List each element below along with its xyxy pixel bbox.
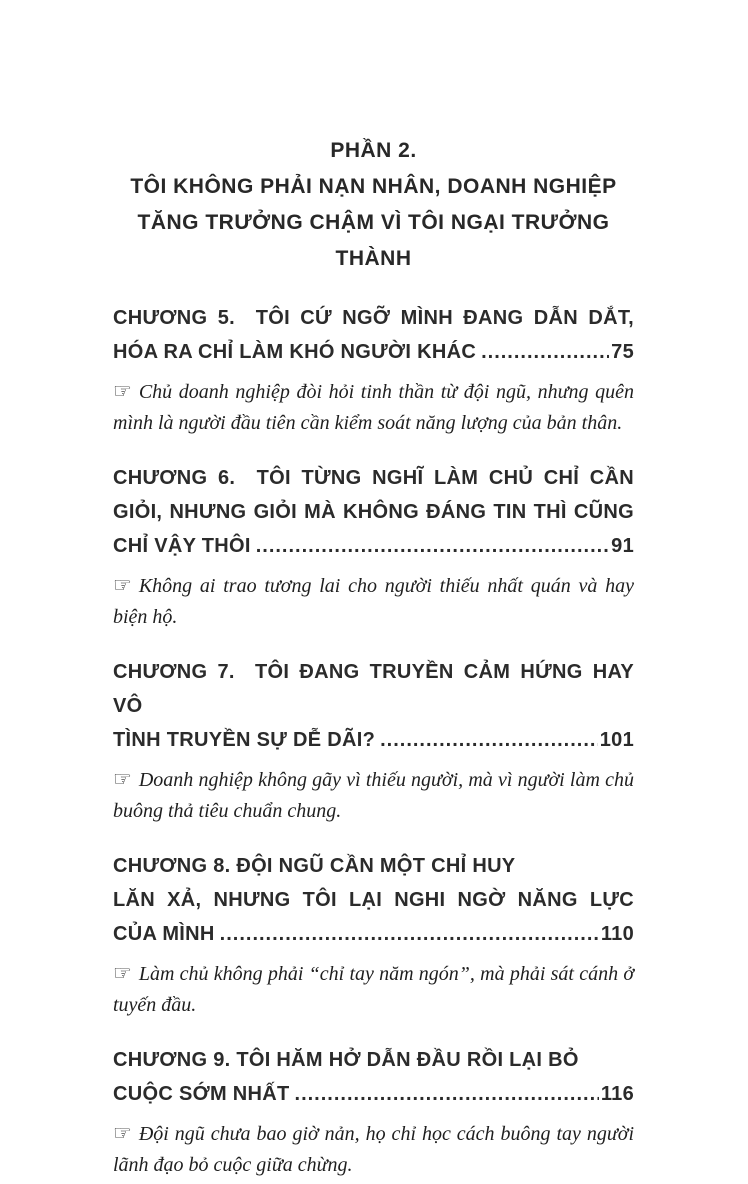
- chapter-title-text: TÌNH TRUYỀN SỰ DỄ DÃI?: [113, 729, 376, 751]
- chapter-heading-last-line: [113, 1077, 634, 1111]
- dot-leader: [295, 1077, 599, 1111]
- dot-leader: [256, 529, 609, 563]
- page-content: [113, 133, 634, 1181]
- chapter-heading: [113, 1043, 634, 1111]
- note-text: Không ai trao tương lai cho người thiếu nhất quán và hay biện hộ.: [113, 575, 634, 628]
- page-number: 116: [600, 1083, 634, 1105]
- toc-entry: [113, 461, 634, 633]
- page-number: 110: [600, 923, 634, 945]
- page-number: 91: [611, 535, 634, 557]
- note-text: Doanh nghiệp không gãy vì thiếu người, mà vì người làm chủ buông thả tiêu chuẩn chung.: [113, 769, 634, 822]
- part-header: [113, 133, 634, 277]
- pointing-hand-icon: ☞: [113, 961, 132, 985]
- pointing-hand-icon: ☞: [113, 573, 132, 597]
- part-title-line: TĂNG TRƯỞNG CHẬM VÌ TÔI NGẠI TRƯỞNG THÀNH: [137, 211, 610, 270]
- pointing-hand-icon: ☞: [113, 379, 132, 403]
- dot-leader: [380, 723, 598, 757]
- chapter-heading-last-line: [113, 917, 634, 951]
- part-title-line: TÔI KHÔNG PHẢI NẠN NHÂN, DOANH NGHIỆP: [130, 175, 617, 198]
- chapter-heading-last-line: [113, 529, 634, 563]
- chapter-heading: [113, 655, 634, 757]
- page-number: 101: [599, 729, 634, 751]
- chapter-title-line: GIỎI, NHƯNG GIỎI MÀ KHÔNG ĐÁNG TIN THÌ CŨNG: [113, 501, 634, 523]
- chapter-heading: [113, 849, 634, 951]
- chapter-title-text: HÓA RA CHỈ LÀM KHÓ NGƯỜI KHÁC: [113, 341, 477, 363]
- note-text: Làm chủ không phải “chỉ tay năm ngón”, mà phải sát cánh ở tuyến đầu.: [113, 963, 634, 1016]
- chapter-note: [113, 376, 634, 439]
- note-text: Chủ doanh nghiệp đòi hỏi tinh thần từ đội ngũ, nhưng quên mình là người đầu tiên cần kiểm soát năng lượng của bản thân.: [113, 381, 634, 434]
- toc-entry: [113, 1043, 634, 1181]
- note-text: Đội ngũ chưa bao giờ nản, họ chỉ học cách buông tay người lãnh đạo bỏ cuộc giữa chừng.: [113, 1123, 634, 1176]
- chapter-note: [113, 958, 634, 1021]
- chapter-heading-last-line: [113, 723, 634, 757]
- chapter-heading: [113, 301, 634, 369]
- chapter-title-text: CUỘC SỚM NHẤT: [113, 1083, 290, 1105]
- chapter-title-line: CHƯƠNG 8. ĐỘI NGŨ CẦN MỘT CHỈ HUY: [113, 855, 516, 877]
- page-number: 75: [611, 341, 634, 363]
- chapter-note: [113, 764, 634, 827]
- chapter-title-line: LĂN XẢ, NHƯNG TÔI LẠI NGHI NGỜ NĂNG LỰC: [113, 889, 634, 911]
- toc-entry: [113, 655, 634, 827]
- chapter-title-text: CHỈ VẬY THÔI: [113, 535, 251, 557]
- chapter-note: [113, 1118, 634, 1181]
- toc-list: [113, 301, 634, 1181]
- chapter-title-line: CHƯƠNG 7. TÔI ĐANG TRUYỀN CẢM HỨNG HAY VÔ: [113, 661, 634, 717]
- part-number: PHẦN 2.: [330, 139, 417, 162]
- pointing-hand-icon: ☞: [113, 1121, 132, 1145]
- chapter-title-line: CHƯƠNG 9. TÔI HĂM HỞ DẪN ĐẦU RỒI LẠI BỎ: [113, 1049, 579, 1071]
- chapter-title-text: CỦA MÌNH: [113, 923, 215, 945]
- pointing-hand-icon: ☞: [113, 767, 132, 791]
- chapter-heading: [113, 461, 634, 563]
- dot-leader: [481, 335, 609, 369]
- chapter-note: [113, 570, 634, 633]
- chapter-heading-last-line: [113, 335, 634, 369]
- dot-leader: [220, 917, 599, 951]
- chapter-title-line: CHƯƠNG 5. TÔI CỨ NGỠ MÌNH ĐANG DẪN DẮT,: [113, 307, 634, 329]
- toc-entry: [113, 301, 634, 439]
- chapter-title-line: CHƯƠNG 6. TÔI TỪNG NGHĨ LÀM CHỦ CHỈ CẦN: [113, 467, 634, 489]
- toc-entry: [113, 849, 634, 1021]
